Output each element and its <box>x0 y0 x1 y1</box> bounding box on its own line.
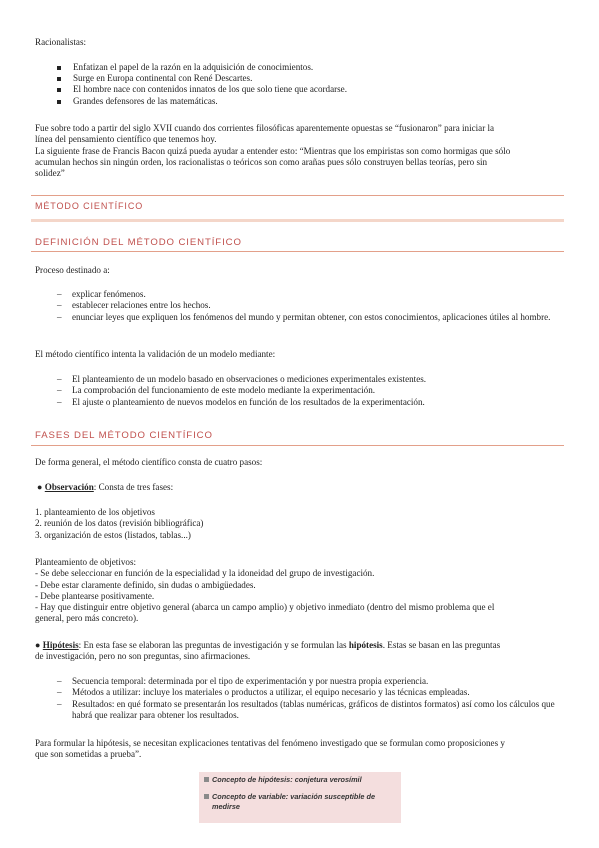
bullet-square-icon <box>57 77 61 81</box>
section-rule <box>31 445 564 446</box>
dash-marker: – <box>57 385 62 396</box>
list-item: Grandes defensores de las matemáticas. <box>57 96 347 107</box>
list-item: 3. organización de estos (listados, tablas...) <box>35 529 191 540</box>
section-heading-fases: FASES DEL MÉTODO CIENTÍFICO <box>35 430 213 441</box>
list-item: El hombre nace con contenidos innatos de los que solo tiene que acordarse. <box>57 84 347 95</box>
section-heading-definicion: DEFINICIÓN DEL MÉTODO CIENTÍFICO <box>35 237 242 248</box>
dash-marker: – <box>57 676 62 686</box>
observacion-steps <box>35 507 563 541</box>
hipotesis-label: Hipótesis <box>42 640 79 650</box>
hipotesis-line <box>35 640 563 651</box>
observacion-text: : Consta de tres fases: <box>93 482 174 492</box>
paragraph-line: Fue sobre todo a partir del siglo XVII cuando dos corrientes filosóficas aparentemente opuestas se “fusionaron” para iniciar la <box>35 123 495 133</box>
section-bottom-bar <box>31 219 564 222</box>
paragraph-line: solidez” <box>35 168 65 179</box>
section-rule <box>31 251 564 252</box>
list-item: - Debe estar claramente definido, sin dudas o ambigüedades. <box>35 579 256 590</box>
bullet-square-icon <box>57 100 61 104</box>
list-item: – Métodos a utilizar: incluye los materiales o productos a utilizar, el equipo necesario y las técnicas empleadas. <box>57 687 470 698</box>
paragraph-line: Para formular la hipótesis, se necesitan explicaciones tentativas del fenómeno investigado que se formulan como proposiciones y <box>35 738 505 748</box>
intro-paragraph <box>35 123 563 179</box>
list-item: – explicar fenómenos. <box>57 289 146 299</box>
hipotesis-line-2: de investigación, pero no son preguntas, sino afirmaciones. <box>35 651 251 662</box>
bullet-square-icon <box>57 88 61 92</box>
list-item: - Se debe seleccionar en función de la especialidad y la idoneidad del grupo de investigación. <box>35 568 375 579</box>
paragraph-line: La siguiente frase de Francis Bacon quizá pueda ayudar a entender esto: “Mientras que los empiristas son como hormigas que sólo <box>35 145 511 156</box>
validacion-list <box>57 374 563 408</box>
hipotesis-text-end: . Estas se basan en las preguntas <box>382 640 501 650</box>
dash-marker: – <box>57 311 62 322</box>
hipotesis-list <box>57 676 563 721</box>
paragraph-line: acumulan hechos sin ningún orden, los racionalistas o teóricos son como arañas pues sólo construyen bellas teorías, pero sin <box>35 156 488 167</box>
list-item: Surge en Europa continental con René Descartes. <box>57 73 347 84</box>
dash-marker: – <box>57 289 62 299</box>
observacion-line <box>37 482 565 493</box>
definicion-lead: Proceso destinado a: <box>35 265 110 275</box>
list-item: - Hay que distinguir entre objetivo general (abarca un campo amplio) y objetivo inmediato (dentro del mismo problema que el <box>35 602 495 613</box>
list-item: 2. reunión de los datos (revisión bibliográfica) <box>35 518 204 529</box>
observacion-label: Observación <box>44 482 94 492</box>
racionalistas-list <box>57 62 347 107</box>
list-item: – enunciar leyes que expliquen los fenómenos del mundo y permitan obtener, con estos conocimientos, aplicaciones útiles al hombre. <box>57 311 551 322</box>
bullet-square-icon <box>57 66 61 70</box>
dash-marker: – <box>57 300 62 311</box>
list-item: Enfatizan el papel de la razón en la adquisición de conocimientos. <box>57 62 347 73</box>
hipotesis-paragraph <box>35 640 563 663</box>
racionalistas-title: Racionalistas: <box>35 37 87 47</box>
square-bullet-icon <box>204 777 209 782</box>
hipotesis-text: : En esta fase se elaboran las preguntas de investigación y se formulan las <box>78 640 349 650</box>
section-heading-metodo: MÉTODO CIENTÍFICO <box>35 201 144 211</box>
dash-marker: – <box>57 374 62 384</box>
dash-marker: – <box>57 698 62 709</box>
fases-lead: De forma general, el método científico consta de cuatro pasos: <box>35 457 263 467</box>
planteamiento-lead: Planteamiento de objetivos: <box>35 557 137 567</box>
square-bullet-icon <box>204 794 209 799</box>
paragraph-line: que son sometidas a prueba”. <box>35 749 142 760</box>
definicion-list <box>57 289 563 323</box>
list-item: – El ajuste o planteamiento de nuevos modelos en función de los resultados de la experimentación. <box>57 396 425 407</box>
list-item: - Debe plantearse positivamente. <box>35 590 155 601</box>
concept-image <box>199 772 401 823</box>
planteamiento-block <box>35 557 563 625</box>
list-item: – Secuencia temporal: determinada por el tipo de experimentación y por nuestra propia experiencia. <box>57 676 429 686</box>
list-item: – La comprobación del funcionamiento de este modelo mediante la experimentación. <box>57 385 376 396</box>
dash-marker: – <box>57 396 62 407</box>
list-item: – Resultados: en qué formato se presentarán los resultados (tablas numéricas, gráficos de distintos formatos) así como los cálculos que habrá que realizar para obtener los resultados. <box>57 698 555 720</box>
paragraph-line: línea del pensamiento científico que tenemos hoy. <box>35 134 217 145</box>
validacion-lead: El método científico intenta la validación de un modelo mediante: <box>35 349 276 359</box>
hipotesis-bold-word: hipótesis <box>348 640 383 650</box>
list-item: – El planteamiento de un modelo basado en observaciones o mediciones experimentales existentes. <box>57 374 427 384</box>
image-line: Concepto de variable: variación susceptible de <box>204 792 375 801</box>
dash-marker: – <box>57 687 62 698</box>
list-item: – establecer relaciones entre los hechos. <box>57 300 211 311</box>
list-item: general, pero más concreto). <box>35 613 139 624</box>
bullet-dot-icon: ● <box>37 482 43 492</box>
closing-paragraph <box>35 738 563 761</box>
image-line: medirse <box>212 802 240 811</box>
section-top-rule <box>31 195 564 196</box>
list-item: 1. planteamiento de los objetivos <box>35 507 155 517</box>
image-line: Concepto de hipótesis: conjetura verosímil <box>204 775 362 784</box>
bullet-dot-icon: ● <box>35 640 41 650</box>
